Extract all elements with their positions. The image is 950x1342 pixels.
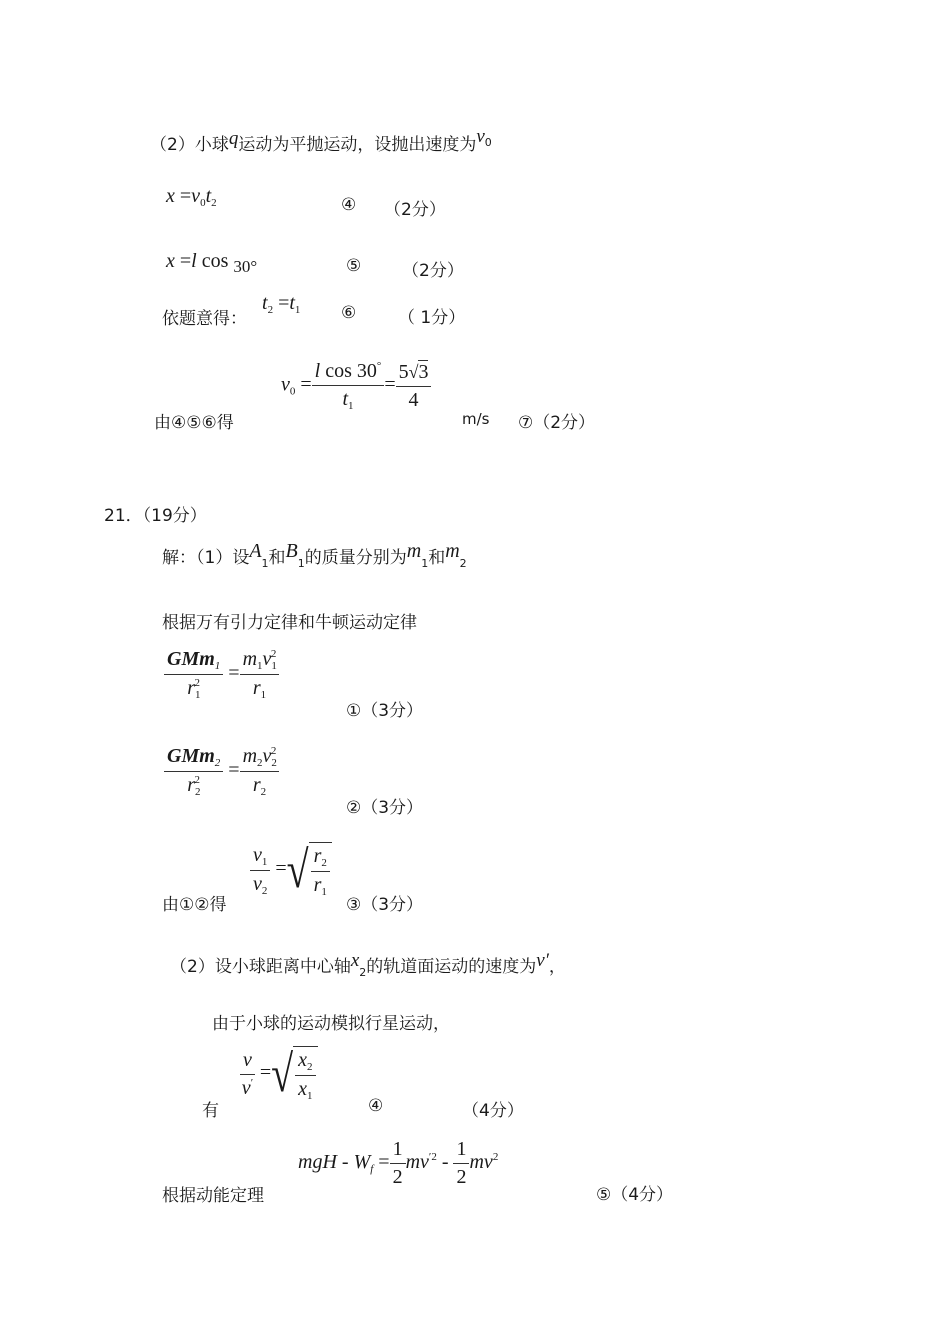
q21-eq4-lead: 有: [202, 1101, 219, 1121]
var-q: q: [228, 128, 239, 149]
q21-eq3-formula: $\frac{v_1}{v_2}$ =√ $\frac{r_2}{r_1}$: [250, 842, 332, 898]
intro-and1: 和: [268, 548, 286, 568]
q21-intro: [162, 540, 467, 570]
var-x2: x: [350, 950, 360, 971]
eq4-tag: ④: [341, 195, 357, 215]
var-v0: v: [476, 126, 485, 147]
q21-eq4-tag: ④: [368, 1096, 384, 1116]
q21-header: 21．（19分）: [104, 506, 207, 526]
part2-prefix: （2）设小球距离中心轴: [170, 957, 351, 977]
q21-eq5-formula: mgH - $W_f$ = $\frac{1}{2}$ $mv^{'2}$ - $\frac{1}{2}$ $mv^2$: [298, 1138, 499, 1188]
intro-mid: 的质量分别为: [304, 548, 407, 568]
eq6-lead: 依题意得：: [162, 309, 247, 329]
q21-eq3-lead: 由①②得: [162, 895, 227, 915]
eq4-score: （2分）: [384, 200, 446, 220]
q21-eq4-score: （4分）: [462, 1101, 524, 1121]
eq6-tag: ⑥: [341, 303, 357, 323]
part2-header: [150, 126, 492, 155]
q21-eq5-tag: ⑤（4分）: [596, 1185, 674, 1205]
var-vprime: v′: [536, 950, 549, 971]
var-A-sub: 1: [261, 557, 269, 570]
part2-middle: 运动为平抛运动，设抛出速度为: [238, 135, 477, 155]
var-m2: m: [445, 540, 460, 562]
eq4-formula: $x =v_0t_2$: [166, 185, 217, 209]
var-B: B: [285, 540, 298, 562]
eq5-formula: x =l cos $_{30^\circ}$: [166, 250, 258, 276]
var-A: A: [249, 540, 262, 562]
eq5-tag: ⑤: [346, 256, 362, 276]
var-m1-sub: 1: [421, 557, 429, 570]
eq7-formula: $v_0$ = $\frac{l \cos 30^\circ}{t_1}$ = $\frac{5√3}{4}$: [281, 360, 431, 412]
q21-eq3-tag: ③（3分）: [346, 895, 424, 915]
var-m2-sub: 2: [459, 557, 467, 570]
var-v0-sub: 0: [484, 136, 492, 149]
part2-prefix: （2）小球: [150, 135, 229, 155]
intro-prefix: 解：（1）设: [162, 548, 250, 568]
part2-mid: 的轨道面运动的速度为: [366, 957, 537, 977]
var-x2-sub: 2: [359, 966, 367, 979]
q21-eq2-formula: $\frac{GMm_2}{r_2^2}$ = $\frac{m_2v_2^2}{r_2}$: [164, 745, 279, 798]
q21-eq5-lead: 根据动能定理: [162, 1186, 264, 1206]
q21-eq2-tag: ②（3分）: [346, 798, 424, 818]
part2-end: ，: [548, 957, 566, 977]
q21-eq1-formula: $\frac{GMm_1}{r_1^2}$ = $\frac{m_1v_1^2}{r_1}$: [164, 648, 279, 701]
q21-eq1-tag: ①（3分）: [346, 701, 424, 721]
eq7-tag: ⑦（2分）: [518, 413, 596, 433]
eq6-formula: $t_2 =t_1$: [262, 292, 301, 316]
simulate-line: 由于小球的运动模拟行星运动，: [212, 1014, 450, 1034]
eq7-lead: 由④⑤⑥得: [154, 413, 234, 433]
eq7-unit: m/s: [462, 410, 490, 428]
eq5-score: （2分）: [402, 261, 464, 281]
q21-part2-line: [170, 950, 566, 979]
var-B-sub: 1: [297, 557, 305, 570]
var-m1: m: [406, 540, 422, 562]
law-line: 根据万有引力定律和牛顿运动定律: [162, 613, 417, 633]
eq6-score: （ 1分）: [398, 308, 466, 328]
q21-eq4-formula: $\frac{v}{v'}$ =√ $\frac{x_2}{x_1}$: [240, 1046, 318, 1102]
intro-and2: 和: [428, 548, 446, 568]
